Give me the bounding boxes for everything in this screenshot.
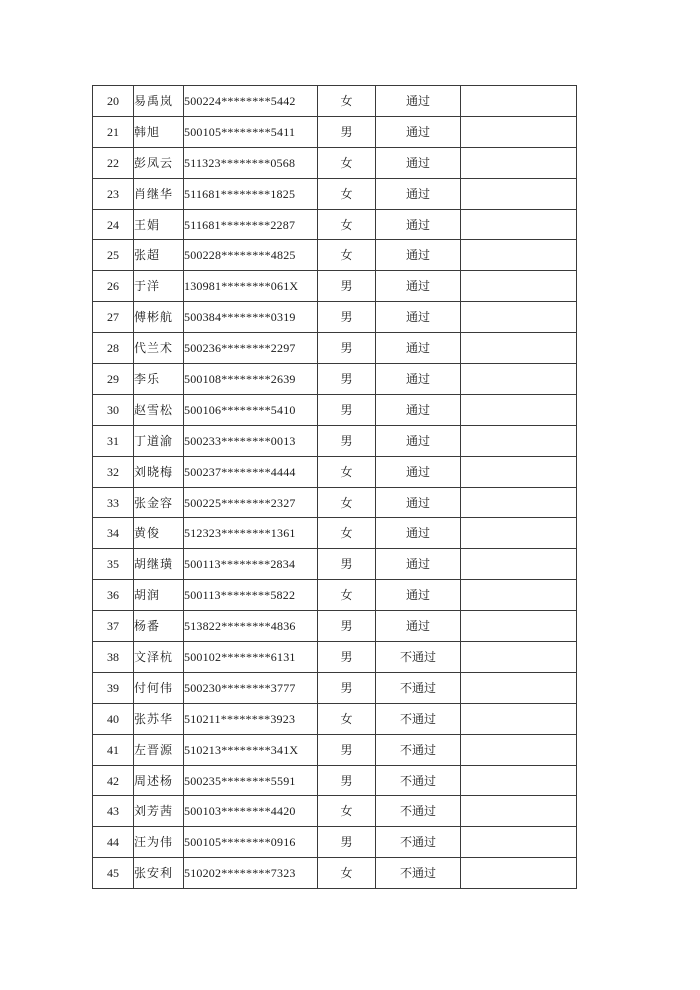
name-cell: 胡继璜 — [134, 549, 184, 580]
row-number-cell: 37 — [93, 611, 134, 642]
review-result-cell: 通过 — [376, 302, 461, 333]
row-number-cell: 28 — [93, 333, 134, 364]
id-number-cell: 500236********2297 — [184, 333, 318, 364]
table-row — [93, 333, 577, 364]
gender-cell: 男 — [318, 611, 376, 642]
gender-cell: 男 — [318, 116, 376, 147]
remark-cell — [461, 765, 577, 796]
remark-cell — [461, 642, 577, 673]
row-number-cell: 33 — [93, 487, 134, 518]
id-number-cell: 500237********4444 — [184, 456, 318, 487]
name-cell: 代兰术 — [134, 333, 184, 364]
id-number-cell: 511323********0568 — [184, 147, 318, 178]
remark-cell — [461, 86, 577, 117]
id-number-cell: 500233********0013 — [184, 425, 318, 456]
gender-cell: 男 — [318, 271, 376, 302]
remark-cell — [461, 364, 577, 395]
id-number-cell: 500105********0916 — [184, 827, 318, 858]
remark-cell — [461, 116, 577, 147]
gender-cell: 女 — [318, 703, 376, 734]
row-number-cell: 45 — [93, 858, 134, 889]
review-result-cell: 通过 — [376, 456, 461, 487]
remark-cell — [461, 302, 577, 333]
name-cell: 文泽杭 — [134, 642, 184, 673]
id-number-cell: 500105********5411 — [184, 116, 318, 147]
table-row — [93, 240, 577, 271]
review-result-cell: 不通过 — [376, 672, 461, 703]
review-result-cell: 通过 — [376, 240, 461, 271]
id-number-cell: 510211********3923 — [184, 703, 318, 734]
name-cell: 肖继华 — [134, 178, 184, 209]
name-cell: 彭凤云 — [134, 147, 184, 178]
id-number-cell: 513822********4836 — [184, 611, 318, 642]
review-result-cell: 不通过 — [376, 703, 461, 734]
remark-cell — [461, 487, 577, 518]
remark-cell — [461, 425, 577, 456]
review-result-cell: 通过 — [376, 580, 461, 611]
table-row — [93, 86, 577, 117]
remark-cell — [461, 580, 577, 611]
row-number-cell: 25 — [93, 240, 134, 271]
remark-cell — [461, 827, 577, 858]
name-cell: 易禹岚 — [134, 86, 184, 117]
review-result-cell: 不通过 — [376, 642, 461, 673]
name-cell: 周述杨 — [134, 765, 184, 796]
id-number-cell: 511681********1825 — [184, 178, 318, 209]
table-row — [93, 765, 577, 796]
gender-cell: 女 — [318, 456, 376, 487]
table-row — [93, 147, 577, 178]
id-number-cell: 500103********4420 — [184, 796, 318, 827]
name-cell: 张金容 — [134, 487, 184, 518]
name-cell: 李乐 — [134, 364, 184, 395]
name-cell: 张超 — [134, 240, 184, 271]
row-number-cell: 34 — [93, 518, 134, 549]
row-number-cell: 23 — [93, 178, 134, 209]
id-number-cell: 500102********6131 — [184, 642, 318, 673]
name-cell: 杨番 — [134, 611, 184, 642]
remark-cell — [461, 549, 577, 580]
gender-cell: 男 — [318, 333, 376, 364]
review-result-cell: 通过 — [376, 394, 461, 425]
row-number-cell: 41 — [93, 734, 134, 765]
table-row — [93, 271, 577, 302]
gender-cell: 女 — [318, 796, 376, 827]
id-number-cell: 500225********2327 — [184, 487, 318, 518]
id-number-cell: 511681********2287 — [184, 209, 318, 240]
table-row — [93, 394, 577, 425]
review-result-cell: 通过 — [376, 611, 461, 642]
remark-cell — [461, 703, 577, 734]
row-number-cell: 27 — [93, 302, 134, 333]
id-number-cell: 500228********4825 — [184, 240, 318, 271]
remark-cell — [461, 858, 577, 889]
gender-cell: 男 — [318, 642, 376, 673]
gender-cell: 女 — [318, 580, 376, 611]
review-result-cell: 通过 — [376, 364, 461, 395]
gender-cell: 女 — [318, 240, 376, 271]
name-cell: 付何伟 — [134, 672, 184, 703]
id-number-cell: 500224********5442 — [184, 86, 318, 117]
name-cell: 张苏华 — [134, 703, 184, 734]
review-result-cell: 不通过 — [376, 827, 461, 858]
table-row — [93, 116, 577, 147]
row-number-cell: 31 — [93, 425, 134, 456]
review-result-cell: 通过 — [376, 518, 461, 549]
gender-cell: 男 — [318, 549, 376, 580]
remark-cell — [461, 734, 577, 765]
row-number-cell: 32 — [93, 456, 134, 487]
review-result-cell: 通过 — [376, 425, 461, 456]
review-result-cell: 通过 — [376, 209, 461, 240]
table-row — [93, 642, 577, 673]
gender-cell: 女 — [318, 178, 376, 209]
row-number-cell: 40 — [93, 703, 134, 734]
id-number-cell: 500230********3777 — [184, 672, 318, 703]
row-number-cell: 29 — [93, 364, 134, 395]
gender-cell: 男 — [318, 765, 376, 796]
review-result-cell: 不通过 — [376, 858, 461, 889]
id-number-cell: 510213********341X — [184, 734, 318, 765]
name-cell: 韩旭 — [134, 116, 184, 147]
name-cell: 赵雪松 — [134, 394, 184, 425]
id-number-cell: 130981********061X — [184, 271, 318, 302]
gender-cell: 女 — [318, 518, 376, 549]
row-number-cell: 26 — [93, 271, 134, 302]
name-cell: 刘芳茜 — [134, 796, 184, 827]
remark-cell — [461, 672, 577, 703]
row-number-cell: 30 — [93, 394, 134, 425]
table-row — [93, 703, 577, 734]
gender-cell: 男 — [318, 734, 376, 765]
name-cell: 于洋 — [134, 271, 184, 302]
gender-cell: 女 — [318, 147, 376, 178]
table-row — [93, 178, 577, 209]
name-cell: 刘晓梅 — [134, 456, 184, 487]
gender-cell: 女 — [318, 487, 376, 518]
id-number-cell: 500384********0319 — [184, 302, 318, 333]
row-number-cell: 38 — [93, 642, 134, 673]
applicant-review-table — [92, 85, 577, 889]
gender-cell: 男 — [318, 827, 376, 858]
table-row — [93, 549, 577, 580]
remark-cell — [461, 271, 577, 302]
row-number-cell: 21 — [93, 116, 134, 147]
remark-cell — [461, 240, 577, 271]
remark-cell — [461, 456, 577, 487]
table-row — [93, 734, 577, 765]
gender-cell: 男 — [318, 672, 376, 703]
row-number-cell: 43 — [93, 796, 134, 827]
table-row — [93, 487, 577, 518]
review-result-cell: 通过 — [376, 86, 461, 117]
name-cell: 左晋源 — [134, 734, 184, 765]
id-number-cell: 510202********7323 — [184, 858, 318, 889]
row-number-cell: 35 — [93, 549, 134, 580]
remark-cell — [461, 796, 577, 827]
name-cell: 汪为伟 — [134, 827, 184, 858]
name-cell: 张安利 — [134, 858, 184, 889]
table-row — [93, 672, 577, 703]
id-number-cell: 500113********2834 — [184, 549, 318, 580]
gender-cell: 男 — [318, 425, 376, 456]
row-number-cell: 39 — [93, 672, 134, 703]
row-number-cell: 24 — [93, 209, 134, 240]
row-number-cell: 42 — [93, 765, 134, 796]
review-result-cell: 通过 — [376, 147, 461, 178]
review-result-cell: 通过 — [376, 549, 461, 580]
table-row — [93, 580, 577, 611]
gender-cell: 女 — [318, 209, 376, 240]
table-row — [93, 518, 577, 549]
id-number-cell: 500106********5410 — [184, 394, 318, 425]
review-result-cell: 不通过 — [376, 796, 461, 827]
table-row — [93, 796, 577, 827]
table-row — [93, 611, 577, 642]
table-row — [93, 858, 577, 889]
remark-cell — [461, 518, 577, 549]
gender-cell: 男 — [318, 394, 376, 425]
remark-cell — [461, 611, 577, 642]
table-row — [93, 456, 577, 487]
table-row — [93, 827, 577, 858]
name-cell: 傅彬航 — [134, 302, 184, 333]
review-result-cell: 不通过 — [376, 734, 461, 765]
row-number-cell: 20 — [93, 86, 134, 117]
review-result-cell: 通过 — [376, 116, 461, 147]
review-result-cell: 通过 — [376, 487, 461, 518]
id-number-cell: 500113********5822 — [184, 580, 318, 611]
remark-cell — [461, 333, 577, 364]
name-cell: 王娟 — [134, 209, 184, 240]
row-number-cell: 22 — [93, 147, 134, 178]
table-row — [93, 425, 577, 456]
id-number-cell: 500108********2639 — [184, 364, 318, 395]
table-row — [93, 364, 577, 395]
id-number-cell: 500235********5591 — [184, 765, 318, 796]
row-number-cell: 44 — [93, 827, 134, 858]
table-body — [93, 86, 577, 889]
id-number-cell: 512323********1361 — [184, 518, 318, 549]
row-number-cell: 36 — [93, 580, 134, 611]
gender-cell: 男 — [318, 364, 376, 395]
remark-cell — [461, 178, 577, 209]
review-result-cell: 通过 — [376, 271, 461, 302]
remark-cell — [461, 209, 577, 240]
name-cell: 黄俊 — [134, 518, 184, 549]
review-result-cell: 不通过 — [376, 765, 461, 796]
review-result-cell: 通过 — [376, 333, 461, 364]
gender-cell: 女 — [318, 86, 376, 117]
table-row — [93, 302, 577, 333]
review-result-cell: 通过 — [376, 178, 461, 209]
gender-cell: 女 — [318, 858, 376, 889]
remark-cell — [461, 394, 577, 425]
gender-cell: 男 — [318, 302, 376, 333]
name-cell: 丁道渝 — [134, 425, 184, 456]
table-row — [93, 209, 577, 240]
name-cell: 胡润 — [134, 580, 184, 611]
remark-cell — [461, 147, 577, 178]
